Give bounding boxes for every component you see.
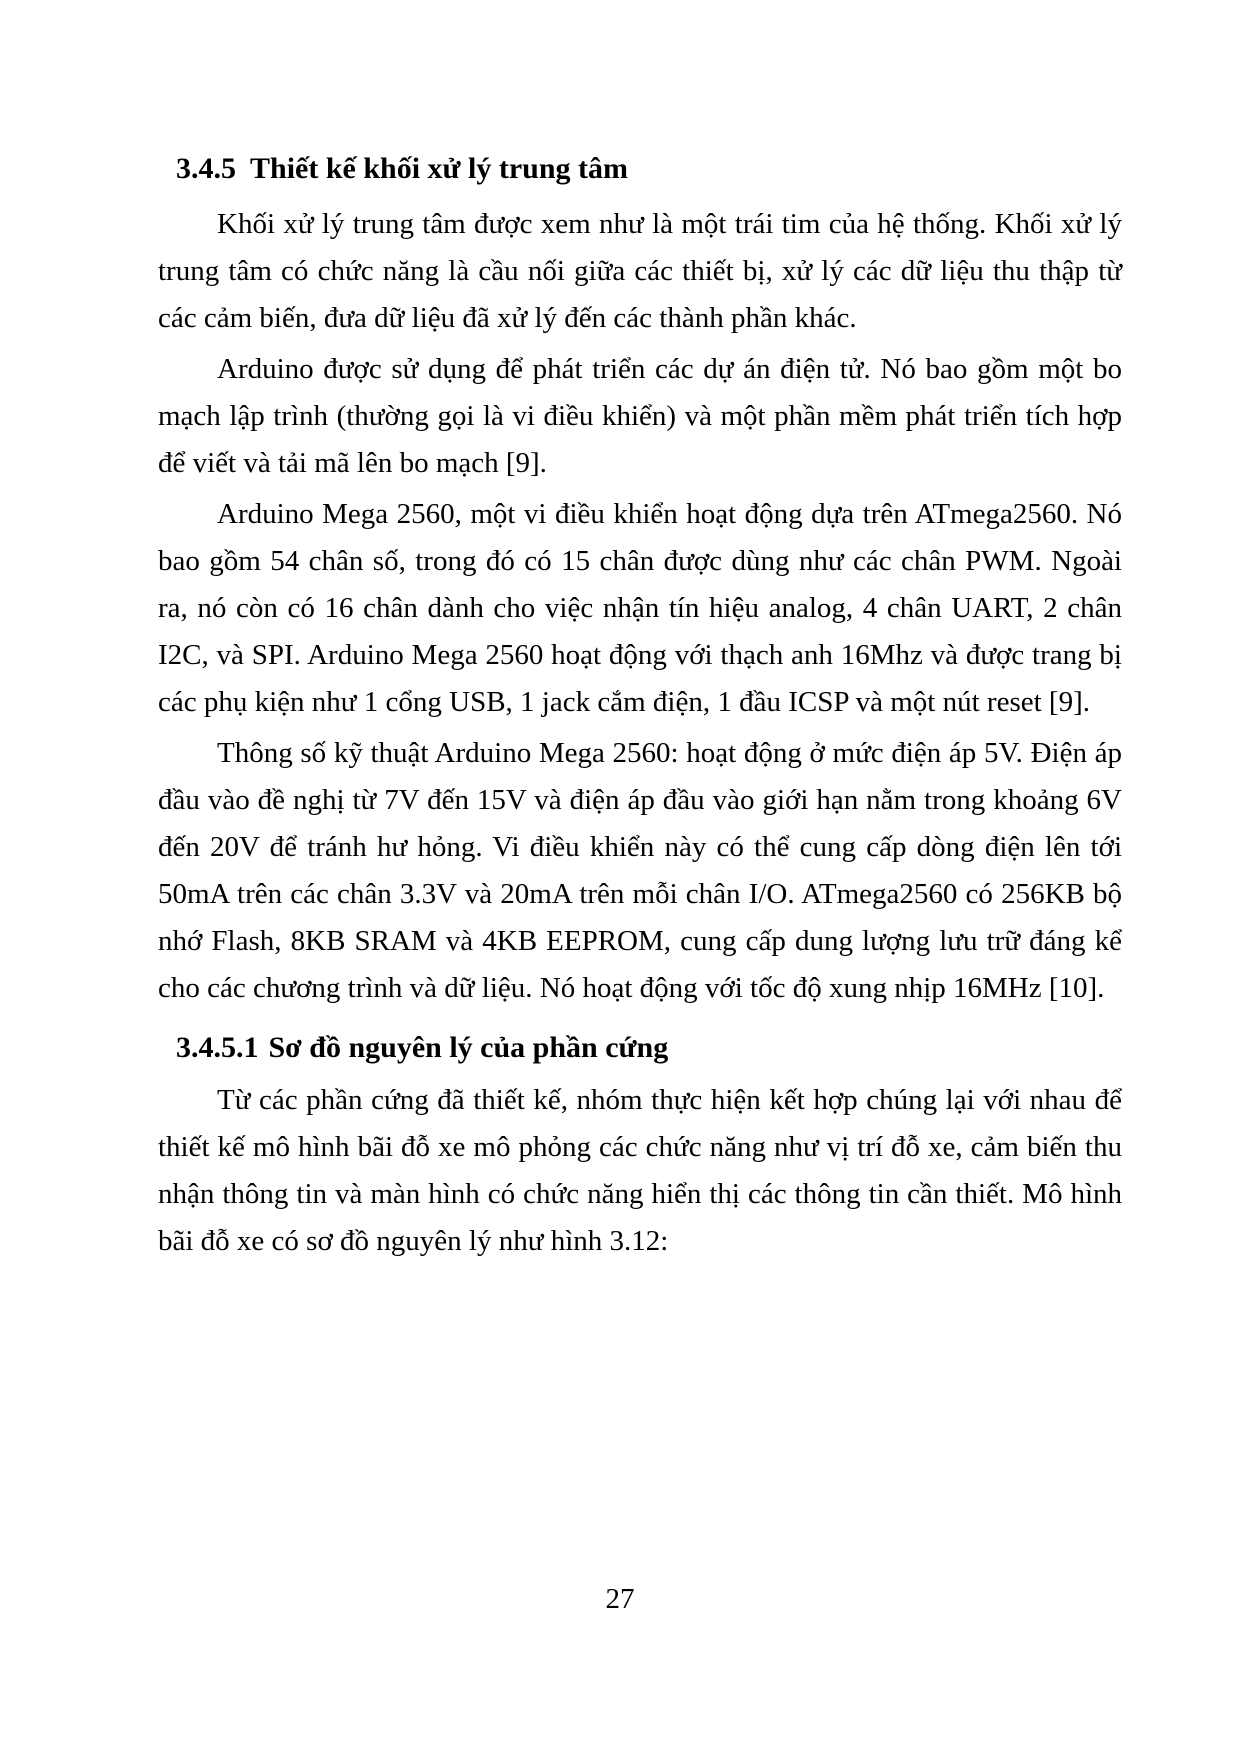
section-number: 3.4.5 (176, 152, 236, 185)
section-heading-3-4-5-1 (176, 1024, 1122, 1071)
paragraph-arduino-mega-specs: Thông số kỹ thuật Arduino Mega 2560: hoạt động ở mức điện áp 5V. Điện áp đầu vào đề nghị từ 7V đến 15V và điện áp đầu vào giới hạn nằm trong khoảng 6V đến 20V để tránh hư hỏng. Vi điều khiển này có thể cung cấp dòng điện lên tới 50mA trên các chân 3.3V và 20mA trên mỗi chân I/O. ATmega2560 có 256KB bộ nhớ Flash, 8KB SRAM và 4KB EEPROM, cung cấp dung lượng lưu trữ đáng kể cho các chương trình và dữ liệu. Nó hoạt động với tốc độ xung nhịp 16MHz [10]. (158, 737, 1122, 1004)
page-number: 27 (605, 1583, 635, 1615)
text-block (158, 145, 1122, 1269)
paragraph-central-processing-intro: Khối xử lý trung tâm được xem như là một trái tim của hệ thống. Khối xử lý trung tâm có chức năng là cầu nối giữa các thiết bị, xử lý các dữ liệu thu thập từ các cảm biến, đưa dữ liệu đã xử lý đến các thành phần khác. (158, 208, 1122, 334)
section-title: Sơ đồ nguyên lý của phần cứng (268, 1031, 669, 1064)
paragraph-arduino-mega-pins: Arduino Mega 2560, một vi điều khiển hoạt động dựa trên ATmega2560. Nó bao gồm 54 chân số, trong đó có 15 chân được dùng như các chân PWM. Ngoài ra, nó còn có 16 chân dành cho việc nhận tín hiệu analog, 4 chân UART, 2 chân I2C, và SPI. Arduino Mega 2560 hoạt động với thạch anh 16Mhz và được trang bị các phụ kiện như 1 cổng USB, 1 jack cắm điện, 1 đầu ICSP và một nút reset [9]. (158, 498, 1122, 718)
paragraph-hardware-schematic-intro: Từ các phần cứng đã thiết kế, nhóm thực hiện kết hợp chúng lại với nhau để thiết kế mô hình bãi đỗ xe mô phỏng các chức năng như vị trí đỗ xe, cảm biến thu nhận thông tin và màn hình có chức năng hiển thị các thông tin cần thiết. Mô hình bãi đỗ xe có sơ đồ nguyên lý như hình 3.12: (158, 1084, 1122, 1257)
paragraph-arduino-overview: Arduino được sử dụng để phát triển các dự án điện tử. Nó bao gồm một bo mạch lập trình (thường gọi là vi điều khiển) và một phần mềm phát triển tích hợp để viết và tải mã lên bo mạch [9]. (158, 353, 1122, 479)
section-heading-3-4-5 (176, 145, 1122, 192)
section-number: 3.4.5.1 (176, 1031, 259, 1064)
section-title: Thiết kế khối xử lý trung tâm (250, 152, 629, 185)
